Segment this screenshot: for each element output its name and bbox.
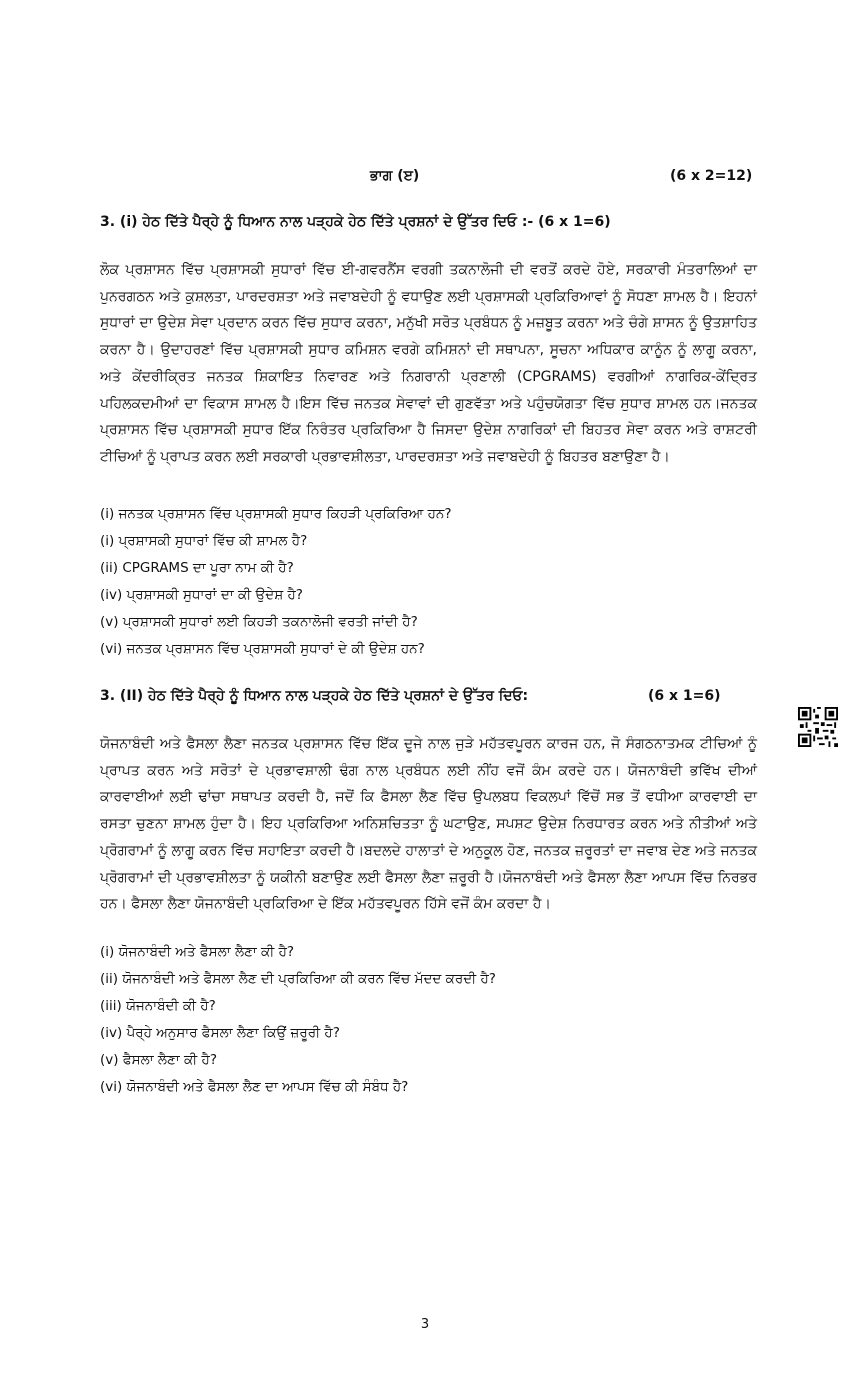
list-item: (ii) CPGRAMS ਦਾ ਪੂਰਾ ਨਾਮ ਕੀ ਹੈ? bbox=[100, 560, 294, 576]
section-marks: (6 x 2=12) bbox=[670, 168, 753, 184]
page-number: 3 bbox=[420, 1317, 430, 1332]
question-2-list bbox=[100, 939, 720, 1101]
list-item: (v) ਫੈਸਲਾ ਲੈਣਾ ਕੀ ਹੈ? bbox=[100, 1052, 217, 1068]
list-item: (vi) ਜਨਤਕ ਪ੍ਰਸ਼ਾਸਨ ਵਿੱਚ ਪ੍ਰਸ਼ਾਸਕੀ ਸੁਧਾਰਾਂ ਦੇ ਕੀ ਉਦੇਸ਼ ਹਨ? bbox=[100, 641, 425, 657]
question-2-marks: (6 x 1=6) bbox=[648, 688, 721, 704]
qr-code bbox=[798, 707, 838, 747]
list-item: (i) ਜਨਤਕ ਪ੍ਰਸ਼ਾਸਨ ਵਿੱਚ ਪ੍ਰਸ਼ਾਸਕੀ ਸੁਧਾਰ ਕਿਹੜੀ ਪ੍ਰਕਿਰਿਆ ਹਨ? bbox=[100, 506, 452, 522]
list-item: (i) ਯੋਜਨਾਬੰਦੀ ਅਤੇ ਫੈਸਲਾ ਲੈਣਾ ਕੀ ਹੈ? bbox=[100, 944, 295, 960]
list-item: (v) ਪ੍ਰਸ਼ਾਸਕੀ ਸੁਧਾਰਾਂ ਲਈ ਕਿਹੜੀ ਤਕਨਾਲੋਜੀ ਵਰਤੀ ਜਾਂਦੀ ਹੈ? bbox=[100, 614, 418, 630]
question-2-title: 3. (II) ਹੇਠ ਦਿੱਤੇ ਪੈਰ੍ਹੇ ਨੂੰ ਧਿਆਨ ਨਾਲ ਪੜ੍ਹਕੇ ਹੇਠ ਦਿੱਤੇ ਪ੍ਰਸ਼ਨਾਂ ਦੇ ਉੱਤਰ ਦਿਓ: bbox=[100, 688, 529, 704]
list-item: (ii) ਯੋਜਨਾਬੰਦੀ ਅਤੇ ਫੈਸਲਾ ਲੈਣ ਦੀ ਪ੍ਰਕਿਰਿਆ ਕੀ ਕਰਨ ਵਿੱਚ ਮੱਦਦ ਕਰਦੀ ਹੈ? bbox=[100, 971, 496, 987]
list-item: (iv) ਪੈਰ੍ਹੇ ਅਨੁਸਾਰ ਫੈਸਲਾ ਲੈਣਾ ਕਿਉਂ ਜ਼ਰੂਰੀ ਹੈ? bbox=[100, 1025, 340, 1041]
list-item: (i) ਪ੍ਰਸ਼ਾਸਕੀ ਸੁਧਾਰਾਂ ਵਿੱਚ ਕੀ ਸ਼ਾਮਲ ਹੈ? bbox=[100, 533, 308, 549]
question-1-list bbox=[100, 501, 720, 663]
question-1-title: 3. (i) ਹੇਠ ਦਿੱਤੇ ਪੈਰ੍ਹੇ ਨੂੰ ਧਿਆਨ ਨਾਲ ਪੜ੍ਹਕੇ ਹੇਠ ਦਿੱਤੇ ਪ੍ਰਸ਼ਨਾਂ ਦੇ ਉੱਤਰ ਦਿਓ :- (6 x 1=6) bbox=[100, 214, 611, 230]
list-item: (vi) ਯੋਜਨਾਬੰਦੀ ਅਤੇ ਫੈਸਲਾ ਲੈਣ ਦਾ ਆਪਸ ਵਿੱਚ ਕੀ ਸੰਬੰਧ ਹੈ? bbox=[100, 1079, 409, 1095]
section-heading: ਭਾਗ (ੲ) bbox=[370, 168, 420, 184]
question-2-paragraph: ਯੋਜਨਾਬੰਦੀ ਅਤੇ ਫੈਸਲਾ ਲੈਣਾ ਜਨਤਕ ਪ੍ਰਸ਼ਾਸਨ ਵਿੱਚ ਇੱਕ ਦੂਜੇ ਨਾਲ ਜੁੜੇ ਮਹੱਤਵਪੂਰਨ ਕਾਰਜ ਹਨ, ਜੋ ਸੰਗਠਨਾਤਮਕ ਟੀਚਿਆਂ ਨੂੰ ਪ੍ਰਾਪਤ ਕਰਨ ਅਤੇ ਸਰੋਤਾਂ ਦੇ ਪ੍ਰਭਾਵਸ਼ਾਲੀ ਢੰਗ ਨਾਲ ਪ੍ਰਬੰਧਨ ਲਈ ਨੀਂਹ ਵਜੋਂ ਕੰਮ ਕਰਦੇ ਹਨ। ਯੋਜਨਾਬੰਦੀ ਭਵਿੱਖ ਦੀਆਂ ਕਾਰਵਾਈਆਂ ਲਈ ਢਾਂਚਾ ਸਥਾਪਤ ਕਰਦੀ ਹੈ, ਜਦੋਂ ਕਿ ਫੈਸਲਾ ਲੈਣ ਵਿੱਚ ਉਪਲਬਧ ਵਿਕਲਪਾਂ ਵਿੱਚੋਂ ਸਭ ਤੋਂ ਵਧੀਆ ਕਾਰਵਾਈ ਦਾ ਰਸਤਾ ਚੁਣਨਾ ਸ਼ਾਮਲ ਹੁੰਦਾ ਹੈ। ਇਹ ਪ੍ਰਕਿਰਿਆ ਅਨਿਸ਼ਚਿਤਤਾ ਨੂੰ ਘਟਾਉਣ, ਸਪਸ਼ਟ ਉਦੇਸ਼ ਨਿਰਧਾਰਤ ਕਰਨ ਅਤੇ ਨੀਤੀਆਂ ਅਤੇ ਪ੍ਰੋਗਰਾਮਾਂ ਨੂੰ ਲਾਗੂ ਕਰਨ ਵਿੱਚ ਸਹਾਇਤਾ ਕਰਦੀ ਹੈ।ਬਦਲਦੇ ਹਾਲਾਤਾਂ ਦੇ ਅਨੁਕੂਲ ਹੋਣ, ਜਨਤਕ ਜ਼ਰੂਰਤਾਂ ਦਾ ਜਵਾਬ ਦੇਣ ਅਤੇ ਜਨਤਕ ਪ੍ਰੋਗਰਾਮਾਂ ਦੀ ਪ੍ਰਭਾਵਸ਼ੀਲਤਾ ਨੂੰ ਯਕੀਨੀ ਬਣਾਉਣ ਲਈ ਫੈਸਲਾ ਲੈਣਾ ਜ਼ਰੂਰੀ ਹੈ।ਯੋਜਨਾਬੰਦੀ ਅਤੇ ਫੈਸਲਾ ਲੈਣਾ ਆਪਸ ਵਿੱਚ ਨਿਰਭਰ ਹਨ। ਫੈਸਲਾ ਲੈਣਾ ਯੋਜਨਾਬੰਦੀ ਪ੍ਰਕਿਰਿਆ ਦੇ ਇੱਕ ਮਹੱਤਵਪੂਰਨ ਹਿੱਸੇ ਵਜੋਂ ਕੰਮ ਕਰਦਾ ਹੈ। bbox=[100, 736, 757, 913]
question-1-paragraph: ਲੋਕ ਪ੍ਰਸ਼ਾਸਨ ਵਿੱਚ ਪ੍ਰਸ਼ਾਸਕੀ ਸੁਧਾਰਾਂ ਵਿੱਚ ਈ-ਗਵਰਨੈਂਸ ਵਰਗੀ ਤਕਨਾਲੋਜੀ ਦੀ ਵਰਤੋਂ ਕਰਦੇ ਹੋਏ, ਸਰਕਾਰੀ ਮੰਤਰਾਲਿਆਂ ਦਾ ਪੁਨਰਗਠਨ ਅਤੇ ਕੁਸ਼ਲਤਾ, ਪਾਰਦਰਸ਼ਤਾ ਅਤੇ ਜਵਾਬਦੇਹੀ ਨੂੰ ਵਧਾਉਣ ਲਈ ਪ੍ਰਸ਼ਾਸਕੀ ਪ੍ਰਕਿਰਿਆਵਾਂ ਨੂੰ ਸੋਧਣਾ ਸ਼ਾਮਲ ਹੈ। ਇਹਨਾਂ ਸੁਧਾਰਾਂ ਦਾ ਉਦੇਸ਼ ਸੇਵਾ ਪ੍ਰਦਾਨ ਕਰਨ ਵਿੱਚ ਸੁਧਾਰ ਕਰਨਾ, ਮਨੁੱਖੀ ਸਰੋਤ ਪ੍ਰਬੰਧਨ ਨੂੰ ਮਜ਼ਬੂਤ ਕਰਨਾ ਅਤੇ ਚੰਗੇ ਸ਼ਾਸਨ ਨੂੰ ਉਤਸ਼ਾਹਿਤ ਕਰਨਾ ਹੈ। ਉਦਾਹਰਣਾਂ ਵਿੱਚ ਪ੍ਰਸ਼ਾਸਕੀ ਸੁਧਾਰ ਕਮਿਸ਼ਨ ਵਰਗੇ ਕਮਿਸ਼ਨਾਂ ਦੀ ਸਥਾਪਨਾ, ਸੂਚਨਾ ਅਧਿਕਾਰ ਕਾਨੂੰਨ ਨੂੰ ਲਾਗੂ ਕਰਨਾ, ਅਤੇ ਕੇਂਦਰੀਕ੍ਰਿਤ ਜਨਤਕ ਸ਼ਿਕਾਇਤ ਨਿਵਾਰਣ ਅਤੇ ਨਿਗਰਾਨੀ ਪ੍ਰਣਾਲੀ (CPGRAMS) ਵਰਗੀਆਂ ਨਾਗਰਿਕ-ਕੇਂਦ੍ਰਿਤ ਪਹਿਲਕਦਮੀਆਂ ਦਾ ਵਿਕਾਸ ਸ਼ਾਮਲ ਹੈ।ਇਸ ਵਿੱਚ ਜਨਤਕ ਸੇਵਾਵਾਂ ਦੀ ਗੁਣਵੱਤਾ ਅਤੇ ਪਹੁੰਚਯੋਗਤਾ ਵਿੱਚ ਸੁਧਾਰ ਸ਼ਾਮਲ ਹਨ।ਜਨਤਕ ਪ੍ਰਸ਼ਾਸਨ ਵਿੱਚ ਪ੍ਰਸ਼ਾਸਕੀ ਸੁਧਾਰ ਇੱਕ ਨਿਰੰਤਰ ਪ੍ਰਕਿਰਿਆ ਹੈ ਜਿਸਦਾ ਉਦੇਸ਼ ਨਾਗਰਿਕਾਂ ਦੀ ਬਿਹਤਰ ਸੇਵਾ ਕਰਨ ਅਤੇ ਰਾਸ਼ਟਰੀ ਟੀਚਿਆਂ ਨੂੰ ਪ੍ਰਾਪਤ ਕਰਨ ਲਈ ਸਰਕਾਰੀ ਪ੍ਰਭਾਵਸ਼ੀਲਤਾ, ਪਾਰਦਰਸ਼ਤਾ ਅਤੇ ਜਵਾਬਦੇਹੀ ਨੂੰ ਬਿਹਤਰ ਬਣਾਉਣਾ ਹੈ। bbox=[100, 262, 757, 465]
list-item: (iii) ਯੋਜਨਾਬੰਦੀ ਕੀ ਹੈ? bbox=[100, 998, 216, 1014]
list-item: (iv) ਪ੍ਰਸ਼ਾਸਕੀ ਸੁਧਾਰਾਂ ਦਾ ਕੀ ਉਦੇਸ਼ ਹੈ? bbox=[100, 587, 303, 603]
